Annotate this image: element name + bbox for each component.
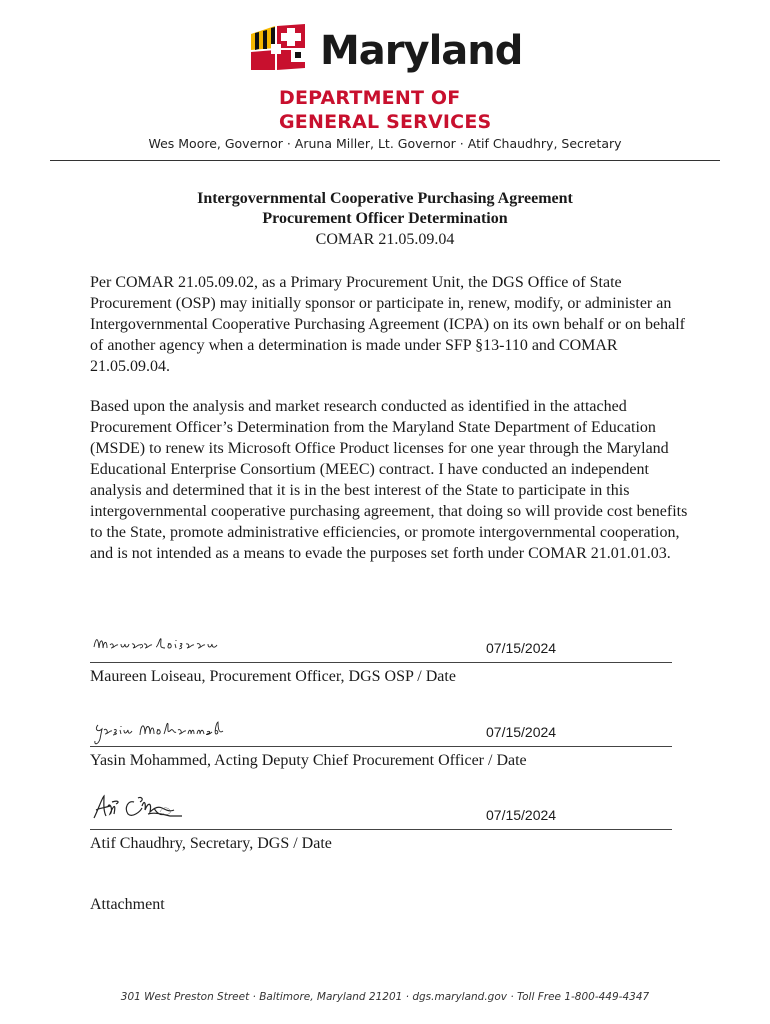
document-subtitle: Procurement Officer Determination [262, 210, 508, 227]
body-paragraph-2: Based upon the analysis and market research conducted as identified in the attached Procurement Officer’s Determination from the Maryland State Department of Education (MSDE) to renew its Microsoft Office Product licenses for one year through the Maryland Educational Enterprise Consortium (MEEC) contract. I have conducted an independent analysis and determined that it is in the best interest of the State to participate in this intergovernmental cooperative purchasing agreement, that doing so will provide cost benefits to the State, promote administrative efficiencies, or promote intergovernmental cooperation, and is not intended as a means to evade the purposes set forth under COMAR 21.01.01.03. [90, 398, 688, 562]
signature-line-3 [90, 829, 672, 830]
header-divider [50, 160, 720, 161]
document-title: Intergovernmental Cooperative Purchasing Agreement [197, 190, 573, 207]
signature-image-3 [90, 792, 230, 826]
regulation-reference: COMAR 21.05.09.04 [315, 231, 455, 248]
signature-line-1 [90, 662, 672, 663]
signature-date-1: 07/15/2024 [486, 640, 557, 656]
department-name-line2: GENERAL SERVICES [279, 111, 492, 133]
signature-date-2: 07/15/2024 [486, 724, 557, 740]
brand-name: Maryland [320, 28, 523, 74]
maryland-flag-logo [247, 22, 319, 72]
signature-caption-3: Atif Chaudhry, Secretary, DGS / Date [90, 835, 332, 852]
attachment-label: Attachment [90, 896, 165, 913]
signature-date-3: 07/15/2024 [486, 807, 557, 823]
body-paragraph-1: Per COMAR 21.05.09.02, as a Primary Procurement Unit, the DGS Office of State Procurement (OSP) may initially sponsor or participate in, renew, modify, or administer an Intergovernmental Cooperative Purchasing Agreement (ICPA) on its own behalf or on behalf of another agency when a determination is made under SFP §13-110 and COMAR 21.05.09.04. [90, 274, 685, 375]
department-name-line1: DEPARTMENT OF [279, 87, 461, 109]
signature-image-1 [90, 631, 230, 665]
signature-line-2 [90, 746, 672, 747]
signature-caption-1: Maureen Loiseau, Procurement Officer, DGS OSP / Date [90, 668, 456, 685]
officials-line: Wes Moore, Governor · Aruna Miller, Lt. Governor · Atif Chaudhry, Secretary [148, 136, 622, 151]
signature-caption-2: Yasin Mohammed, Acting Deputy Chief Procurement Officer / Date [90, 752, 527, 769]
footer-address: 301 West Preston Street · Baltimore, Maryland 21201 · dgs.maryland.gov · Toll Free 1-800-449-4347 [120, 991, 650, 1003]
signature-image-2 [90, 715, 230, 749]
